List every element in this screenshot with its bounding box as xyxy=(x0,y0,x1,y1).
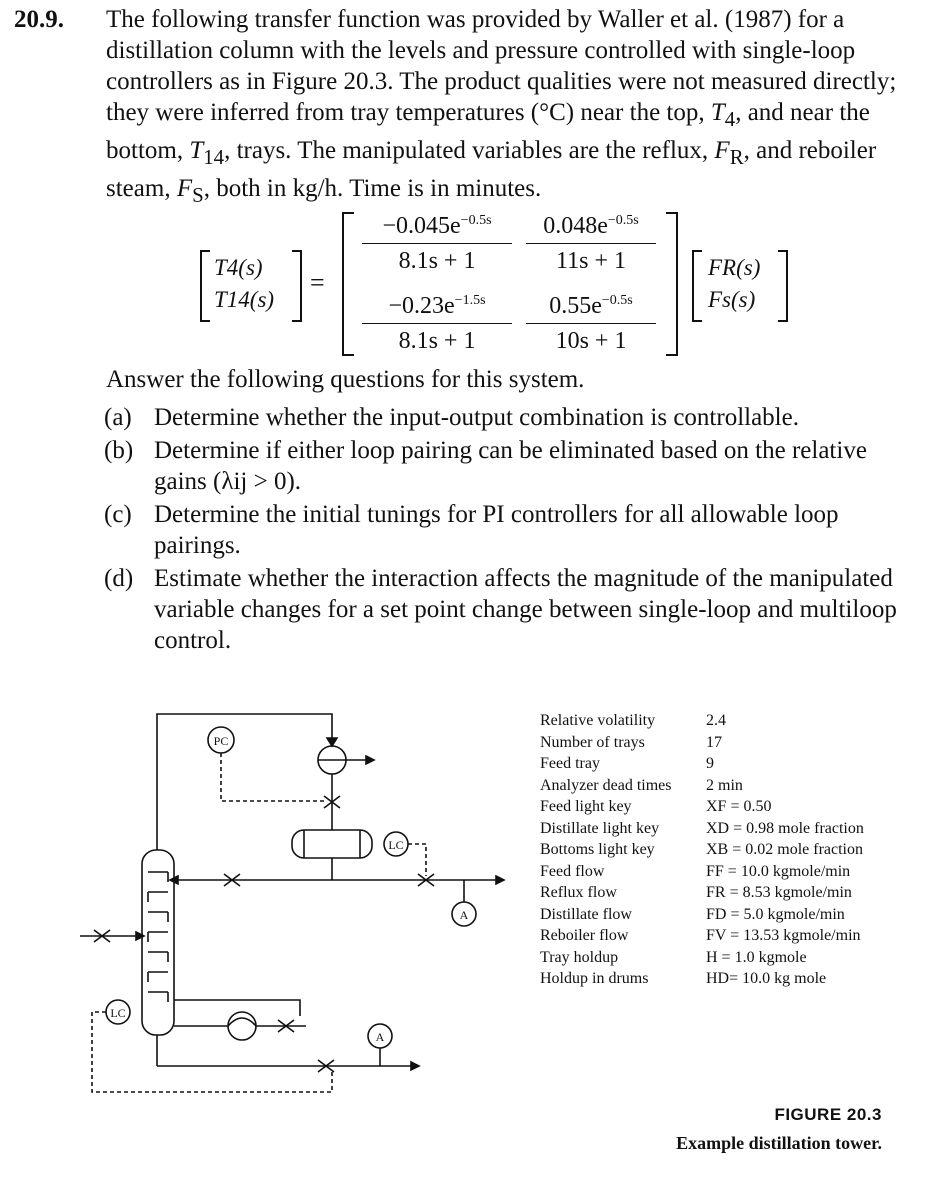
g21-den: 8.1s + 1 xyxy=(398,328,476,354)
analyzer-bottom-label: A xyxy=(375,1030,385,1044)
question-a xyxy=(104,402,904,433)
problem-intro xyxy=(106,4,914,211)
parameter-label: Relative volatility xyxy=(540,712,656,729)
rhs-bracket-right xyxy=(778,250,788,322)
lc-drum-label: LC xyxy=(388,838,404,852)
question-label: (b) xyxy=(104,437,134,464)
question-b xyxy=(104,435,904,497)
g11-exp: −0.5s xyxy=(460,213,492,228)
question-label: (a) xyxy=(104,404,132,431)
question-text: Estimate whether the interaction affects the magnitude of the manipulated variable changes for a set point change between single-loop and multiloop control. xyxy=(154,565,897,654)
intro-text-2: , and near the bottom, xyxy=(106,99,870,164)
parameter-row xyxy=(540,882,864,904)
parameter-value: H = 1.0 kgmole xyxy=(706,948,807,966)
problem-statement xyxy=(14,4,914,211)
parameter-value: FD = 5.0 kgmole/min xyxy=(706,905,845,923)
parameter-value: 17 xyxy=(706,733,722,751)
parameter-row xyxy=(540,818,864,840)
vapor-arrow xyxy=(327,738,337,746)
question-label: (d) xyxy=(104,565,134,592)
question-text: Determine whether the input-output combination is controllable. xyxy=(154,404,799,431)
var-t14-sub: 14 xyxy=(203,145,225,169)
parameter-table xyxy=(540,710,864,990)
rhs-fs: Fs(s) xyxy=(708,287,756,312)
var-t4: T xyxy=(710,99,725,126)
var-fs-sub: S xyxy=(192,183,204,207)
parameter-row xyxy=(540,732,864,754)
figure-number: FIGURE 20.3 xyxy=(774,1105,882,1124)
parameter-label: Distillate flow xyxy=(540,905,632,923)
parameter-row xyxy=(540,904,864,926)
parameter-value: 9 xyxy=(706,755,714,772)
var-t4-sub: 4 xyxy=(724,107,736,131)
parameter-label: Holdup in drums xyxy=(540,970,649,987)
var-fs: F xyxy=(176,175,193,202)
parameter-value: FR = 8.53 kgmole/min xyxy=(706,884,852,901)
pc-label: PC xyxy=(213,734,229,748)
distillation-diagram xyxy=(70,700,530,1120)
g21-exp: −1.5s xyxy=(454,293,486,308)
question-text: Determine if either loop pairing can be eliminated based on the relative gains (λij > 0). xyxy=(154,437,867,495)
parameter-label: Feed light key xyxy=(540,798,632,815)
equals-sign: = xyxy=(310,268,325,297)
question-label: (c) xyxy=(104,501,132,528)
g22 xyxy=(526,286,656,356)
parameter-value: 2.4 xyxy=(706,712,726,729)
g22-den: 10s + 1 xyxy=(555,328,627,354)
rhs-vector xyxy=(708,252,760,316)
parameter-row xyxy=(540,861,864,883)
g12-den: 11s + 1 xyxy=(556,248,626,274)
lhs-bracket-right xyxy=(292,250,302,322)
question-c xyxy=(104,499,904,561)
parameter-label: Number of trays xyxy=(540,733,645,751)
lhs-t4: T4(s) xyxy=(214,255,263,280)
transfer-function-equation xyxy=(190,206,810,366)
parameter-label: Reboiler flow xyxy=(540,927,629,944)
question-list xyxy=(104,402,904,658)
matrix-bracket-left xyxy=(342,212,354,356)
intro-text-5: , both in kg/h. Time is in minutes. xyxy=(203,175,542,202)
parameter-row xyxy=(540,710,864,732)
rhs-bracket-left xyxy=(692,250,702,322)
parameter-label: Feed tray xyxy=(540,755,600,772)
g11 xyxy=(362,206,512,276)
intro-text-1: The following transfer function was provided by Waller et al. (1987) for a distillation column with the levels and pressure controlled with single-loop controllers as in Figure 20.3. The product qualities were not measured directly; they were inferred from tray temperatures (°C) near the top, xyxy=(106,6,897,126)
var-t14: T xyxy=(189,137,204,164)
parameter-value: XB = 0.02 mole fraction xyxy=(706,841,863,858)
analyzer-top-label: A xyxy=(459,908,469,922)
figure-caption-text: Example distillation tower. xyxy=(676,1133,882,1153)
g12-exp: −0.5s xyxy=(607,213,639,228)
parameter-row xyxy=(540,753,864,775)
parameter-label: Bottoms light key xyxy=(540,841,655,858)
column-icon xyxy=(142,850,174,1035)
parameter-label: Reflux flow xyxy=(540,884,617,901)
parameter-row xyxy=(540,775,864,797)
g21 xyxy=(362,286,512,356)
parameter-row xyxy=(540,968,864,990)
lc-bottom-label: LC xyxy=(110,1006,126,1020)
reboiler-icon xyxy=(228,1012,256,1040)
intro-text-4: , and reboiler steam, xyxy=(106,137,877,202)
question-text: Determine the initial tunings for PI controllers for all allowable loop pairings. xyxy=(154,501,839,559)
parameter-value: HD= 10.0 kg mole xyxy=(706,970,827,987)
g22-num: 0.55e xyxy=(549,293,602,319)
matrix-bracket-right xyxy=(666,212,678,356)
lhs-vector xyxy=(214,252,274,316)
parameter-value: XD = 0.98 mole fraction xyxy=(706,819,864,837)
parameter-row xyxy=(540,839,864,861)
g12 xyxy=(526,206,656,276)
parameter-row xyxy=(540,925,864,947)
question-d xyxy=(104,563,904,656)
parameter-label: Feed flow xyxy=(540,862,605,880)
intro-text-3: , trays. The manipulated variables are the reflux, xyxy=(224,137,715,164)
var-fr: F xyxy=(714,137,730,164)
parameter-label: Analyzer dead times xyxy=(540,776,672,794)
parameter-label: Tray holdup xyxy=(540,948,619,966)
rhs-fr: FR(s) xyxy=(708,255,761,280)
var-fr-sub: R xyxy=(729,145,744,169)
g12-num: 0.048e xyxy=(543,213,608,239)
g11-den: 8.1s + 1 xyxy=(398,248,476,274)
parameter-row xyxy=(540,796,864,818)
parameter-value: FV = 13.53 kgmole/min xyxy=(706,927,861,944)
parameter-row xyxy=(540,947,864,969)
g21-num: −0.23e xyxy=(388,293,455,319)
problem-number: 20.9. xyxy=(14,6,64,33)
lhs-bracket-left xyxy=(200,250,210,322)
answer-intro: Answer the following questions for this system. xyxy=(106,366,585,393)
parameter-value: FF = 10.0 kgmole/min xyxy=(706,862,851,880)
lhs-t14: T14(s) xyxy=(214,287,275,312)
parameter-label: Distillate light key xyxy=(540,819,660,837)
g11-num: −0.045e xyxy=(382,213,461,239)
figure-caption xyxy=(600,1105,882,1154)
g22-exp: −0.5s xyxy=(601,293,633,308)
parameter-value: XF = 0.50 xyxy=(706,798,772,815)
parameter-value: 2 min xyxy=(706,776,743,794)
